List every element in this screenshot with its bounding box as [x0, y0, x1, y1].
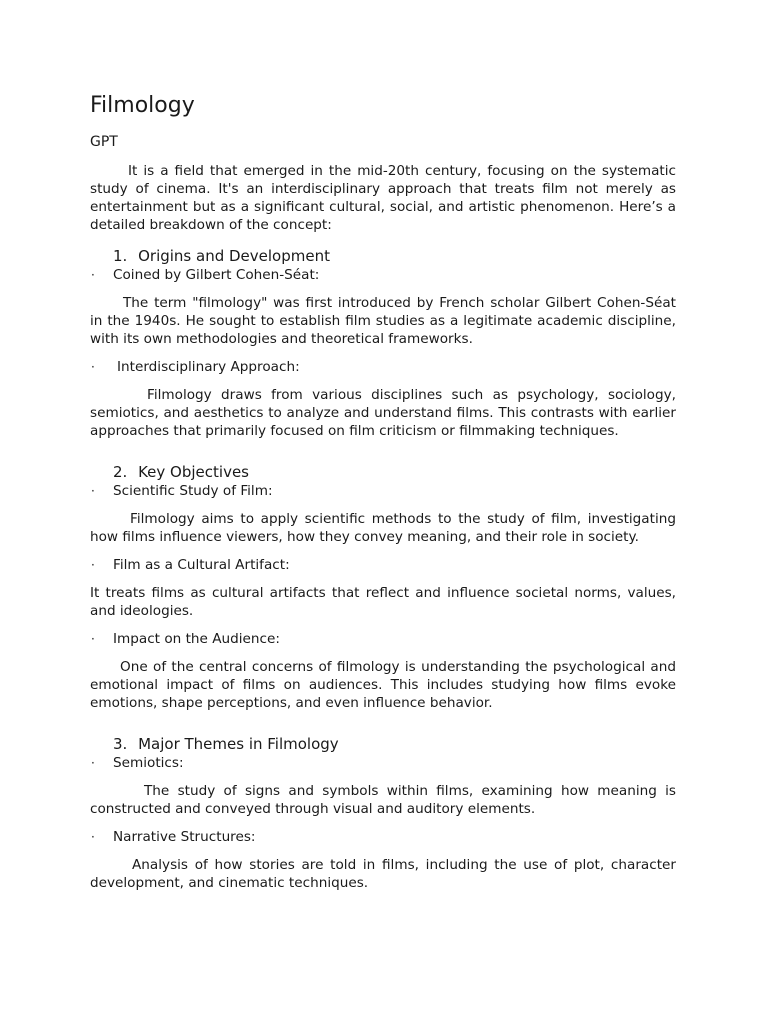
section-heading: [90, 246, 676, 266]
paragraph: The term "filmology" was first introduced by French scholar Gilbert Cohen-Séat in the 1940s. He sought to establish film studies as a legitimate academic discipline, with its own methodologies and theoretical frameworks.: [90, 295, 676, 347]
bullet-dot-icon: ·: [91, 756, 95, 770]
bullet-label: Interdisciplinary Approach:: [117, 359, 300, 375]
bullet-dot-icon: ·: [91, 268, 95, 282]
bullet-label: Narrative Structures:: [113, 829, 256, 845]
bullet-item: [90, 266, 676, 284]
bullet-label: Coined by Gilbert Cohen-Séat:: [113, 267, 320, 283]
bullet-item: [90, 630, 676, 648]
document-body: [90, 90, 676, 892]
paragraph: Filmology draws from various disciplines such as psychology, sociology, semiotics, and aesthetics to analyze and understand films. This contrasts with earlier approaches that primarily focused on film criticism or filmmaking techniques.: [90, 387, 676, 439]
paragraph: Filmology aims to apply scientific methods to the study of film, investigating how films influence viewers, how they convey meaning, and their role in society.: [90, 511, 676, 545]
bullet-label: Scientific Study of Film:: [113, 483, 273, 499]
section-title: Key Objectives: [138, 463, 249, 481]
document-title: Filmology: [90, 93, 195, 118]
bullet-item: [90, 482, 676, 500]
section-heading: [90, 734, 676, 754]
bullet-dot-icon: ·: [91, 484, 95, 498]
bullet-label: Impact on the Audience:: [113, 631, 280, 647]
bullet-label: Film as a Cultural Artifact:: [113, 557, 290, 573]
bullet-item: [90, 358, 676, 376]
bullet-dot-icon: ·: [91, 360, 95, 374]
paragraph: The study of signs and symbols within films, examining how meaning is constructed and conveyed through visual and auditory elements.: [90, 783, 676, 817]
section-title: Major Themes in Filmology: [138, 735, 339, 753]
bullet-item: [90, 556, 676, 574]
bullet-dot-icon: ·: [91, 830, 95, 844]
section-heading: [90, 462, 676, 482]
paragraph: Analysis of how stories are told in films, including the use of plot, character development, and cinematic techniques.: [90, 857, 676, 891]
section-number: 2.: [113, 463, 128, 481]
author-line: GPT: [90, 134, 118, 150]
paragraph: It treats films as cultural artifacts that reflect and influence societal norms, values, and ideologies.: [90, 585, 676, 619]
bullet-dot-icon: ·: [91, 558, 95, 572]
bullet-label: Semiotics:: [113, 755, 184, 771]
paragraph: One of the central concerns of filmology is understanding the psychological and emotional impact of films on audiences. This includes studying how films evoke emotions, shape perceptions, and even influence behavior.: [90, 659, 676, 711]
bullet-item: [90, 754, 676, 772]
section-number: 1.: [113, 247, 128, 265]
section-number: 3.: [113, 735, 128, 753]
bullet-dot-icon: ·: [91, 632, 95, 646]
intro-paragraph: It is a field that emerged in the mid-20th century, focusing on the systematic study of cinema. It's an interdisciplinary approach that treats film not merely as entertainment but as a significant cultural, social, and artistic phenomenon. Here’s a detailed breakdown of the concept:: [90, 163, 676, 233]
bullet-item: [90, 828, 676, 846]
section-title: Origins and Development: [138, 247, 330, 265]
